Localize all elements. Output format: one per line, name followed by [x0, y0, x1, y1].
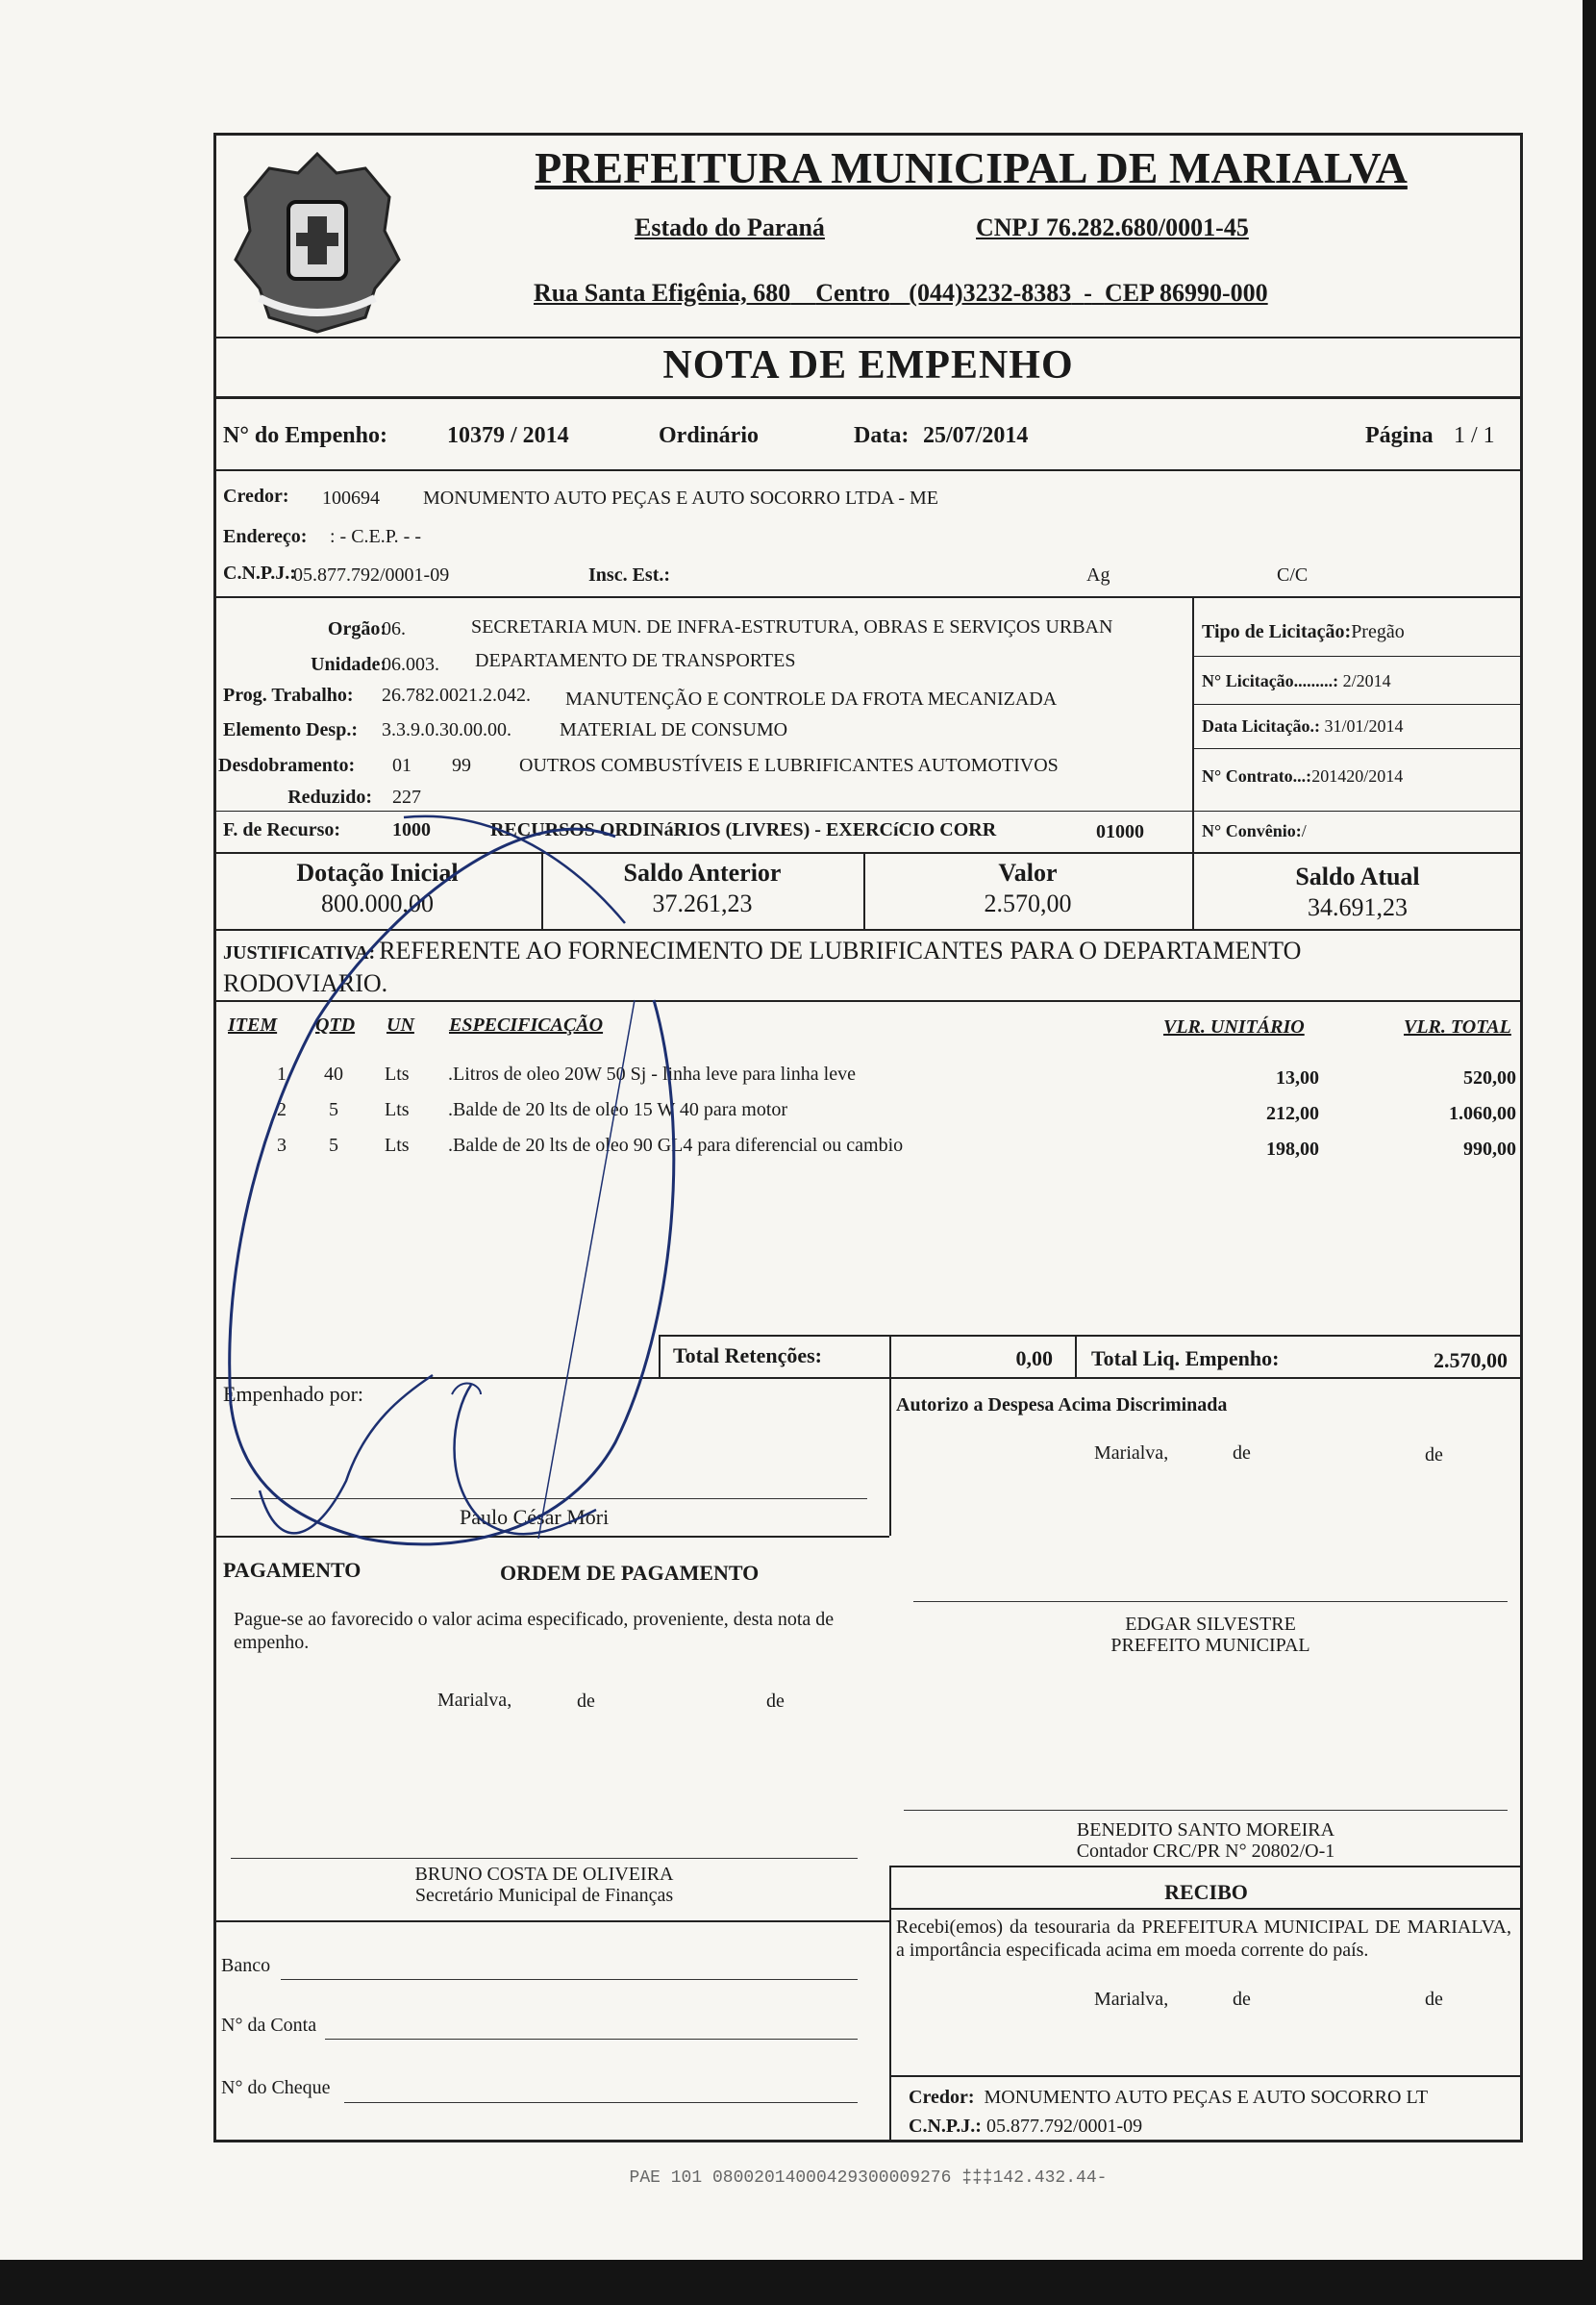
prefeito-nome: EDGAR SILVESTRE: [1125, 1614, 1296, 1635]
numero-empenho-label: N° do Empenho:: [223, 423, 387, 448]
prefeito-cargo: PREFEITO MUNICIPAL: [1110, 1635, 1310, 1656]
col-unit-header: VLR. UNITÁRIO: [1163, 1016, 1305, 1038]
footer-codigo: PAE 101 08002014000429300009276 ‡‡‡142.432.44-: [629, 2168, 1108, 2188]
retencoes-valor: 0,00: [1015, 1346, 1053, 1370]
desdobramento-cod: 01: [392, 755, 411, 776]
justificativa-texto-2: RODOVIARIO.: [223, 969, 388, 997]
row-unit: 198,00: [1266, 1139, 1319, 1160]
row-total: 520,00: [1463, 1067, 1516, 1089]
saldo-atual-valor: 34.691,23: [1308, 893, 1408, 921]
unidade-label: Unidade:: [311, 654, 387, 675]
recibo-credor-label: Credor:: [909, 2087, 975, 2108]
prog-nome: MANUTENÇÃO E CONTROLE DA FROTA MECANIZADA: [565, 689, 1058, 710]
recurso-nome: RECURSOS ORDINáRIOS (LIVRES) - EXERCíCIO CORR: [490, 819, 997, 840]
elemento-label: Elemento Desp.:: [223, 719, 358, 740]
cnpj-label: C.N.P.J.:: [223, 563, 296, 584]
convenio-label: N° Convênio:: [1202, 821, 1302, 840]
secretario-nome: BRUNO COSTA DE OLIVEIRA: [414, 1864, 674, 1885]
recibo-de-1: de: [1233, 1989, 1251, 2010]
saldo-anterior-valor: 37.261,23: [652, 889, 753, 917]
recibo-cnpj-label: C.N.P.J.:: [909, 2116, 982, 2137]
liq-label: Total Liq. Empenho:: [1091, 1346, 1280, 1370]
credor-cnpj: 05.877.792/0001-09: [293, 564, 450, 586]
col-qtd-header: QTD: [315, 1015, 356, 1036]
justificativa-texto-1: REFERENTE AO FORNECIMENTO DE LUBRIFICANTES PARA O DEPARTAMENTO: [379, 937, 1302, 965]
prog-cod: 26.782.0021.2.042.: [382, 685, 531, 706]
orgao-cod: 06.: [382, 618, 406, 639]
conta-label: N° da Conta: [221, 2015, 317, 2036]
cc-label: C/C: [1277, 564, 1309, 586]
banco-label: Banco: [221, 1955, 271, 1976]
contrato-valor: 201420/2014: [1311, 766, 1404, 786]
desdobramento-label: Desdobramento:: [218, 755, 356, 776]
pagamento-label: PAGAMENTO: [223, 1558, 362, 1582]
row-qtd: 40: [324, 1064, 343, 1085]
orgao-label: Orgão:: [327, 618, 387, 639]
row-qtd: 5: [329, 1135, 338, 1156]
recurso-num: 01000: [1096, 821, 1144, 842]
pagina-label: Página: [1365, 423, 1434, 448]
insc-est-label: Insc. Est.:: [588, 564, 671, 586]
nota-de-empenho-title: NOTA DE EMPENHO: [662, 343, 1074, 388]
liq-valor: 2.570,00: [1434, 1348, 1508, 1372]
desdobramento-sub: 99: [452, 755, 471, 776]
recibo-credor-nome: MONUMENTO AUTO PEÇAS E AUTO SOCORRO LT: [984, 2087, 1429, 2108]
elemento-nome: MATERIAL DE CONSUMO: [560, 719, 788, 740]
justificativa-label: JUSTIFICATIVA:: [223, 942, 376, 964]
numero-empenho: 10379 / 2014: [447, 423, 569, 448]
reduzido-valor: 227: [392, 787, 421, 808]
pagamento-de-1: de: [577, 1691, 595, 1712]
data-empenho: 25/07/2014: [923, 423, 1029, 448]
licitacao-data-valor: 31/01/2014: [1324, 716, 1404, 736]
credor-endereco: : - C.E.P. - -: [330, 526, 421, 547]
row-unit: 13,00: [1276, 1067, 1319, 1089]
ag-label: Ag: [1086, 564, 1110, 586]
saldo-atual-label: Saldo Atual: [1295, 863, 1420, 890]
valor-valor: 2.570,00: [984, 889, 1072, 917]
ordem-pagamento: ORDEM DE PAGAMENTO: [500, 1561, 760, 1585]
col-total-header: VLR. TOTAL: [1404, 1016, 1511, 1038]
recibo-texto: Recebi(emos) da tesouraria da PREFEITURA MUNICIPAL DE MARIALVA, a importância especificada acima em moeda corrente do país.: [896, 1917, 1511, 1961]
recibo-de-2: de: [1425, 1989, 1443, 2010]
row-un: Lts: [385, 1064, 410, 1085]
contador-nome: BENEDITO SANTO MOREIRA: [1076, 1819, 1335, 1841]
orgao-nome: SECRETARIA MUN. DE INFRA-ESTRUTURA, OBRAS E SERVIÇOS URBAN: [471, 616, 1113, 638]
row-item: 3: [277, 1135, 287, 1156]
row-unit: 212,00: [1266, 1103, 1319, 1124]
autorizo-local: Marialva,: [1094, 1442, 1169, 1464]
pagina-valor: 1 / 1: [1454, 423, 1495, 448]
valor-label: Valor: [998, 859, 1058, 887]
tipo-empenho: Ordinário: [659, 423, 760, 448]
row-un: Lts: [385, 1099, 410, 1120]
licitacao-tipo-valor: Pregão: [1351, 621, 1405, 642]
col-esp-header: ESPECIFICAÇÃO: [449, 1015, 604, 1036]
pagamento-texto: Pague-se ao favorecido o valor acima especificado, proveniente, desta nota de empenho.: [234, 1609, 835, 1653]
dotacao-inicial-label: Dotação Inicial: [296, 859, 459, 887]
address-bairro: Centro: [815, 279, 890, 307]
prefeitura-title: PREFEITURA MUNICIPAL DE MARIALVA: [535, 143, 1408, 192]
licitacao-num-label: N° Licitação.........:: [1202, 671, 1339, 690]
prog-label: Prog. Trabalho:: [223, 685, 354, 706]
licitacao-data-label: Data Licitação.:: [1202, 716, 1320, 736]
desdobramento-nome: OUTROS COMBUSTÍVEIS E LUBRIFICANTES AUTOMOTIVOS: [519, 755, 1059, 776]
cheque-label: N° do Cheque: [221, 2077, 331, 2098]
row-total: 1.060,00: [1449, 1103, 1516, 1124]
saldo-anterior-label: Saldo Anterior: [623, 859, 782, 887]
secretario-cargo: Secretário Municipal de Finanças: [414, 1885, 674, 1906]
empenhado-nome: Paulo César Mori: [460, 1505, 610, 1529]
recibo-title: RECIBO: [1164, 1880, 1248, 1904]
reduzido-label: Reduzido:: [287, 787, 372, 808]
row-total: 990,00: [1463, 1139, 1516, 1160]
unidade-nome: DEPARTAMENTO DE TRANSPORTES: [475, 650, 796, 671]
pagamento-local: Marialva,: [437, 1690, 512, 1711]
address-street: Rua Santa Efigênia, 680: [534, 279, 791, 307]
row-item: 1: [277, 1064, 287, 1085]
empenhado-label: Empenhado por:: [223, 1382, 364, 1406]
recibo-local: Marialva,: [1094, 1989, 1169, 2010]
recurso-cod: 1000: [392, 819, 431, 840]
address-cep: CEP 86990-000: [1104, 279, 1268, 307]
recibo-cnpj-valor: 05.877.792/0001-09: [985, 2116, 1143, 2137]
unidade-cod: 06.003.: [382, 654, 439, 675]
row-un: Lts: [385, 1135, 410, 1156]
licitacao-tipo-label: Tipo de Licitação:: [1202, 621, 1352, 642]
contador-cargo: Contador CRC/PR N° 20802/O-1: [1076, 1841, 1335, 1862]
licitacao-num-valor: 2/2014: [1342, 671, 1391, 690]
data-label: Data:: [854, 423, 910, 448]
row-esp: .Balde de 20 lts de oleo 90 GL4 para diferencial ou cambio: [448, 1135, 904, 1156]
elemento-cod: 3.3.9.0.30.00.00.: [382, 719, 511, 740]
autorizo-de-1: de: [1233, 1442, 1251, 1464]
estado-label: Estado do Paraná: [635, 213, 825, 241]
convenio-valor: /: [1301, 821, 1307, 840]
credor-nome: MONUMENTO AUTO PEÇAS E AUTO SOCORRO LTDA - ME: [423, 488, 938, 509]
address-separator: -: [1084, 279, 1092, 307]
endereco-label: Endereço:: [223, 526, 308, 547]
address-phone: (044)3232-8383: [909, 279, 1072, 307]
col-un-header: UN: [387, 1015, 414, 1036]
contrato-label: N° Contrato...:: [1202, 766, 1312, 786]
cnpj-prefeitura: CNPJ 76.282.680/0001-45: [976, 213, 1249, 241]
autorizo-de-2: de: [1425, 1444, 1443, 1466]
pagamento-de-2: de: [766, 1691, 785, 1712]
autorizo-texto: Autorizo a Despesa Acima Discriminada: [896, 1394, 1228, 1416]
row-esp: .Balde de 20 lts de oleo 15 W 40 para motor: [448, 1099, 788, 1120]
row-item: 2: [277, 1099, 287, 1120]
row-esp: .Litros de oleo 20W 50 Sj - linha leve para linha leve: [448, 1064, 856, 1085]
recurso-label: F. de Recurso:: [223, 819, 341, 840]
credor-codigo: 100694: [322, 488, 380, 509]
col-item-header: ITEM: [228, 1015, 278, 1036]
row-qtd: 5: [329, 1099, 338, 1120]
dotacao-inicial-valor: 800.000,00: [321, 889, 434, 917]
retencoes-label: Total Retenções:: [673, 1343, 822, 1367]
credor-label: Credor:: [223, 486, 289, 507]
